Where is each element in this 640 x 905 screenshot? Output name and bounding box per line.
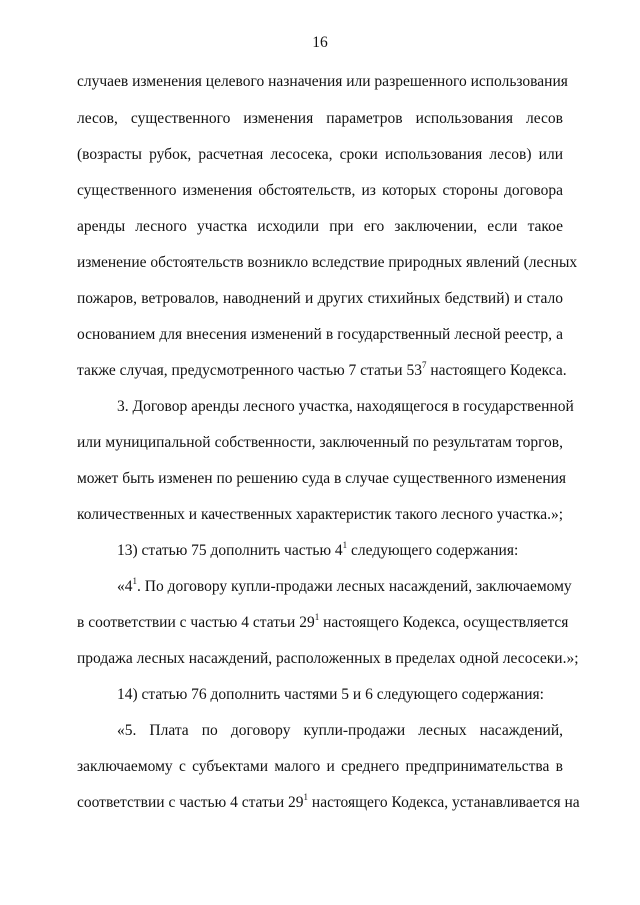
text-line: лесов, существенного изменения параметров использования лесов [77,110,563,127]
quote-5-line: заключаемому с субъектами малого и среднего предпринимательства в [77,758,563,775]
text-fragment: настоящего Кодекса, устанавливается на [308,794,580,811]
text-line: существенного изменения обстоятельств, из которых стороны договора [77,182,563,199]
text-line: аренды лесного участка исходили при его заключении, если такое [77,218,563,235]
text-line: случаев изменения целевого назначения или разрешенного использования [77,73,568,90]
paragraph-3-line: или муниципальной собственности, заключенный по результатам торгов, [77,434,563,451]
text-line [77,360,567,382]
superscript: 7 [421,360,427,370]
quote-4-1-line: продажа лесных насаждений, расположенных в пределах одной лесосеки.»; [77,650,579,667]
text-line: основанием для внесения изменений в государственный лесной реестр, а [77,326,563,343]
item-14: 14) статью 76 дополнить частями 5 и 6 следующего содержания: [117,686,544,703]
paragraph-3-line: 3. Договор аренды лесного участка, находящегося в государственной [117,398,574,415]
quote-5-line: «5. Плата по договору купли-продажи лесных насаждений, [117,722,563,739]
paragraph-3-line: может быть изменен по решению суда в случае существенного изменения [77,470,567,487]
superscript: 1 [132,576,137,586]
text-fragment: 13) статью 75 дополнить частью 4 [117,542,343,559]
text-fragment: настоящего Кодекса, осуществляется [319,614,569,631]
quote-5-line [77,792,580,814]
superscript: 1 [314,612,320,622]
text-line: изменение обстоятельств возникло вследствие природных явлений (лесных [77,254,578,271]
text-fragment: также случая, предусмотренного частью 7 статьи 53 [77,362,422,379]
quote-4-1-line [117,576,572,598]
superscript: 1 [303,792,309,802]
quote-4-1-line [77,612,569,634]
page-number: 16 [312,34,328,51]
text-fragment: следующего содержания: [347,542,519,559]
text-line: пожаров, ветровалов, наводнений и других стихийных бедствий) и стало [77,290,563,307]
text-fragment: настоящего Кодекса. [426,362,567,379]
text-fragment: «4 [117,578,133,595]
text-fragment: . По договору купли-продажи лесных насаждений, заключаемому [137,578,572,595]
superscript: 1 [342,540,348,550]
item-13 [117,541,563,562]
paragraph-3-line: количественных и качественных характеристик такого лесного участка.»; [77,506,564,523]
text-fragment: в соответствии с частью 4 статьи 29 [77,614,315,631]
text-fragment: соответствии с частью 4 статьи 29 [77,794,304,811]
text-line: (возрасты рубок, расчетная лесосека, сроки использования лесов) или [77,146,563,163]
